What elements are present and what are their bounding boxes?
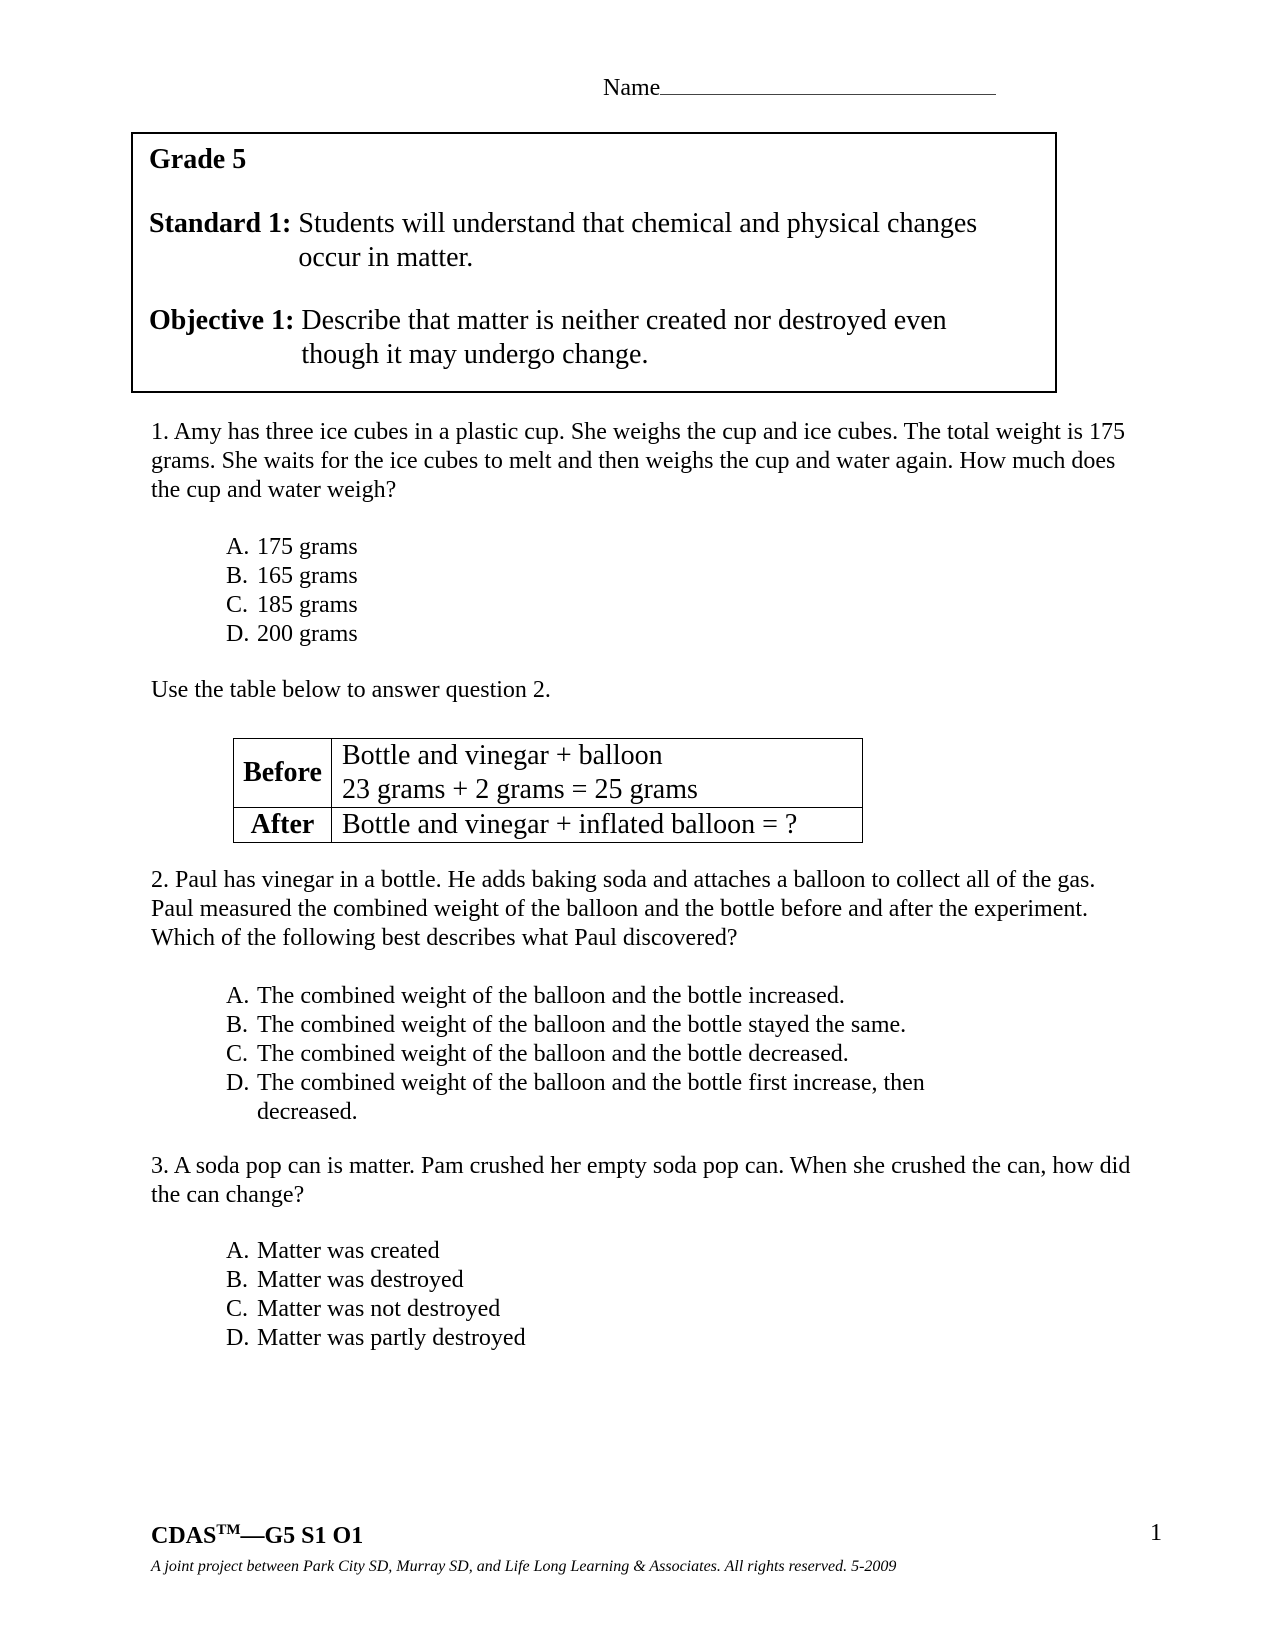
option-c[interactable] — [226, 1295, 977, 1324]
option-text: Matter was not destroyed — [257, 1296, 501, 1322]
option-b[interactable] — [226, 562, 977, 591]
option-letter: A. — [226, 534, 250, 560]
question-text: Paul has vinegar in a bottle. He adds baking soda and attaches a balloon to collect all of the gas. Paul measured the combined weight of the balloon and the bottle before and after the experiment. Which of the following best describes what Paul discovered? — [151, 867, 1096, 951]
option-text: The combined weight of the balloon and the bottle decreased. — [257, 1041, 849, 1067]
option-a[interactable] — [226, 982, 977, 1011]
option-letter: B. — [226, 563, 249, 589]
row-header-before: Before — [234, 739, 332, 808]
option-letter: A. — [226, 1238, 250, 1264]
row-header-after: After — [234, 808, 332, 843]
question-text: Amy has three ice cubes in a plastic cup. She weighs the cup and ice cubes. The total weight is 175 grams. She waits for the ice cubes to melt and then weighs the cup and water again. How much does the cup and water weigh? — [151, 419, 1125, 503]
option-d[interactable] — [226, 1324, 977, 1353]
standard-text: Students will understand that chemical and physical changes occur in matter. — [298, 208, 978, 273]
question-2 — [151, 866, 1136, 953]
option-text: The combined weight of the balloon and the bottle first increase, then decreased. — [257, 1070, 925, 1125]
option-letter: A. — [226, 983, 250, 1009]
option-letter: B. — [226, 1012, 249, 1038]
question-text: A soda pop can is matter. Pam crushed her empty soda pop can. When she crushed the can, how did the can change? — [151, 1153, 1131, 1208]
table-row — [234, 808, 863, 843]
objective-row — [149, 304, 1011, 372]
option-letter: C. — [226, 1296, 249, 1322]
option-a[interactable] — [226, 533, 977, 562]
option-text: Matter was partly destroyed — [257, 1325, 526, 1351]
question-3 — [151, 1152, 1136, 1210]
name-field — [603, 72, 996, 102]
footer-copyright: A joint project between Park City SD, Murray SD, and Life Long Learning & Associates. All rights reserved. 5-2009 — [151, 1558, 897, 1575]
row-cell-before — [332, 739, 863, 808]
page-number: 1 — [1150, 1520, 1162, 1546]
option-c[interactable] — [226, 1040, 977, 1069]
objective-text: Describe that matter is neither created nor destroyed even though it may undergo change. — [301, 305, 947, 370]
option-a[interactable] — [226, 1237, 977, 1266]
question-2-options — [226, 982, 977, 1127]
standard-row — [149, 207, 1008, 275]
cell-line: Bottle and vinegar + inflated balloon = ? — [342, 809, 798, 840]
option-letter: C. — [226, 592, 249, 618]
row-cell-after — [332, 808, 863, 843]
standard-label: Standard 1: — [149, 208, 292, 239]
question-number: 2. — [151, 867, 169, 893]
option-b[interactable] — [226, 1011, 977, 1040]
question-number: 1. — [151, 419, 169, 445]
objective-label: Objective 1: — [149, 305, 295, 336]
option-letter: D. — [226, 1325, 250, 1351]
trademark-mark: TM — [216, 1522, 241, 1538]
option-text: 165 grams — [257, 563, 358, 589]
option-c[interactable] — [226, 591, 977, 620]
question-1 — [151, 418, 1136, 505]
option-d[interactable] — [226, 620, 977, 649]
table-row — [234, 739, 863, 808]
option-letter: B. — [226, 1267, 249, 1293]
option-text: 200 grams — [257, 621, 358, 647]
option-b[interactable] — [226, 1266, 977, 1295]
cell-line: 23 grams + 2 grams = 25 grams — [342, 774, 698, 805]
standards-box — [131, 132, 1057, 393]
option-text: The combined weight of the balloon and the bottle stayed the same. — [257, 1012, 907, 1038]
question-1-options — [226, 533, 977, 649]
grade-heading: Grade 5 — [149, 144, 247, 175]
option-letter: C. — [226, 1041, 249, 1067]
option-letter: D. — [226, 621, 250, 647]
option-text: Matter was destroyed — [257, 1267, 464, 1293]
option-text: 175 grams — [257, 534, 358, 560]
name-blank-line[interactable] — [660, 72, 996, 95]
question-number: 3. — [151, 1153, 169, 1179]
question-3-options — [226, 1237, 977, 1353]
table-intro: Use the table below to answer question 2. — [151, 677, 551, 703]
option-text: 185 grams — [257, 592, 358, 618]
footer-code-prefix: CDAS — [151, 1523, 217, 1549]
footer-code-suffix: —G5 S1 O1 — [240, 1523, 364, 1549]
cell-line: Bottle and vinegar + balloon — [342, 740, 663, 771]
weight-table — [233, 738, 863, 843]
footer-code — [151, 1522, 363, 1550]
option-d[interactable] — [226, 1069, 977, 1127]
option-text: Matter was created — [257, 1238, 440, 1264]
option-text: The combined weight of the balloon and the bottle increased. — [257, 983, 845, 1009]
option-letter: D. — [226, 1070, 250, 1096]
name-label: Name — [603, 75, 661, 101]
